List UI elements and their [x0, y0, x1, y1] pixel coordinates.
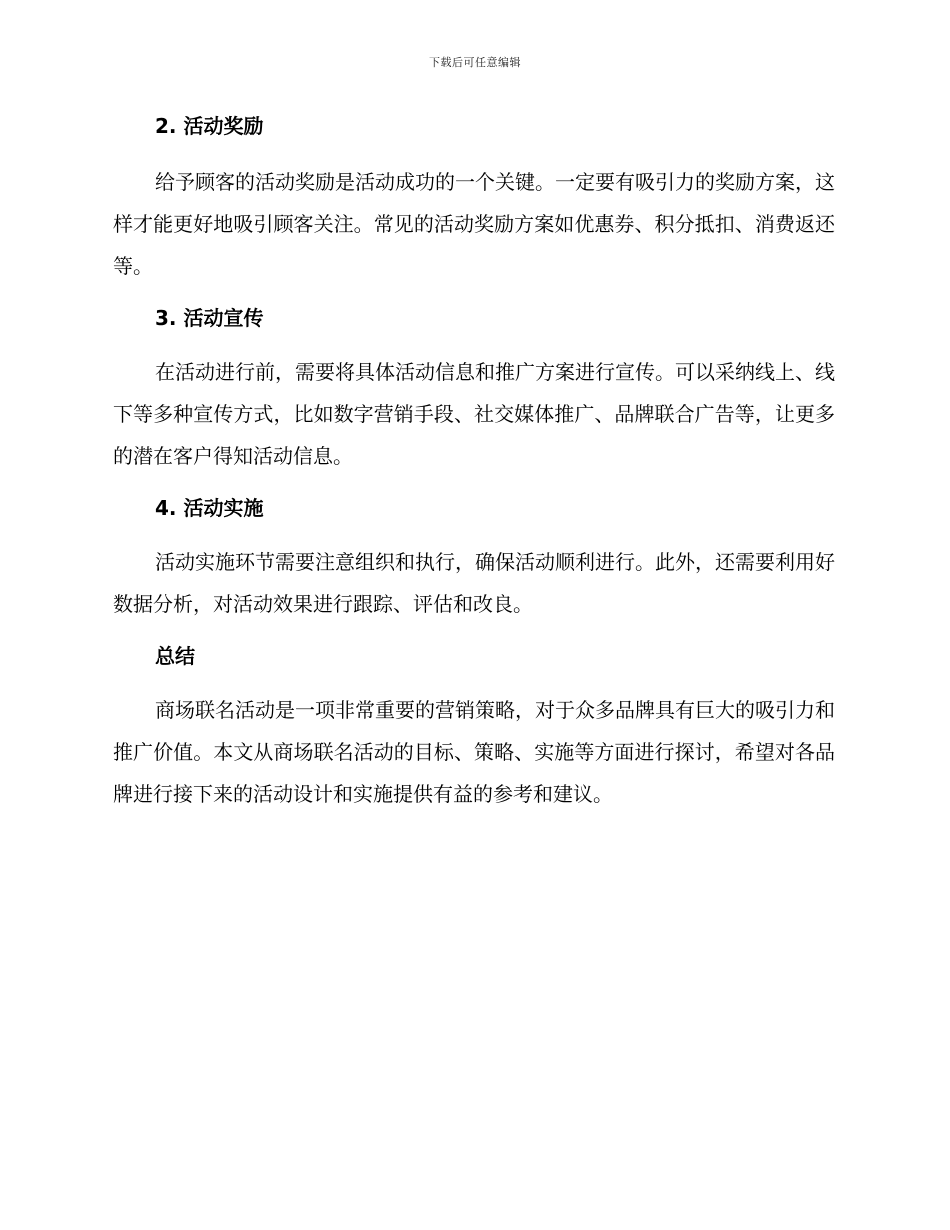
- section-paragraph-activity-rewards: 给予顾客的活动奖励是活动成功的一个关键。一定要有吸引力的奖励方案，这样才能更好地吸引顾客关注。常见的活动奖励方案如优惠券、积分抵扣、消费返还等。: [113, 170, 835, 278]
- section-heading-summary: 总结: [155, 644, 195, 668]
- section-heading-activity-promotion: 3. 活动宣传: [155, 306, 264, 330]
- section-paragraph-activity-promotion: 在活动进行前，需要将具体活动信息和推广方案进行宣传。可以采纳线上、线下等多种宣传方式，比如数字营销手段、社交媒体推广、品牌联合广告等，让更多的潜在客户得知活动信息。: [113, 360, 835, 468]
- section-paragraph-activity-implementation: 活动实施环节需要注意组织和执行，确保活动顺利进行。此外，还需要利用好数据分析，对活动效果进行跟踪、评估和改良。: [113, 550, 835, 616]
- section-heading-activity-rewards: 2. 活动奖励: [155, 114, 264, 138]
- page-header: 下载后可任意编辑: [429, 56, 521, 69]
- section-heading-activity-implementation: 4. 活动实施: [155, 496, 264, 520]
- section-paragraph-summary: 商场联名活动是一项非常重要的营销策略，对于众多品牌具有巨大的吸引力和推广价值。本文从商场联名活动的目标、策略、实施等方面进行探讨，希望对各品牌进行接下来的活动设计和实施提供有益的参考和建议。: [113, 698, 835, 806]
- document-body: [113, 111, 835, 815]
